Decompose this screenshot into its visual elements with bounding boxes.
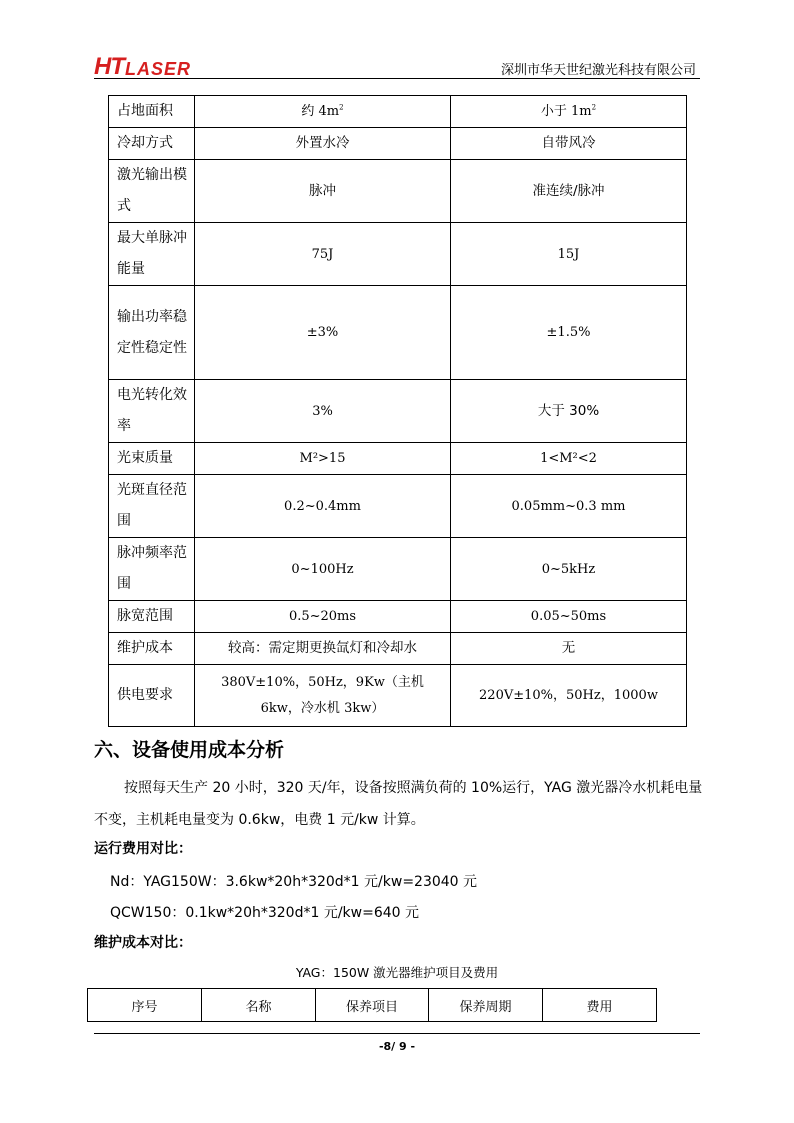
maintenance-table bbox=[87, 988, 657, 1022]
yag-value: M²>15 bbox=[195, 443, 451, 475]
page-number: -8/ 9 - bbox=[378, 1040, 416, 1053]
table-row bbox=[109, 665, 687, 727]
col-header: 序号 bbox=[88, 989, 202, 1022]
row-label: 冷却方式 bbox=[109, 128, 195, 160]
col-header: 保养项目 bbox=[316, 989, 429, 1022]
qcw-value: 0.05~50ms bbox=[451, 601, 687, 633]
qcw-value: 220V±10%，50Hz，1000w bbox=[451, 665, 687, 727]
table-row bbox=[109, 443, 687, 475]
table-row bbox=[109, 96, 687, 128]
yag-value: 3% bbox=[195, 380, 451, 443]
row-label: 占地面积 bbox=[109, 96, 195, 128]
row-label: 最大单脉冲能量 bbox=[109, 223, 195, 286]
header-divider bbox=[94, 78, 700, 79]
qcw-value: 15J bbox=[451, 223, 687, 286]
maint-cost-title: 维护成本对比： bbox=[94, 935, 192, 951]
logo-laser: LASER bbox=[125, 58, 192, 79]
col-header: 名称 bbox=[202, 989, 316, 1022]
yag-cost-calc: Nd：YAG150W：3.6kw*20h*320d*1 元/kw=23040 元 bbox=[110, 874, 478, 890]
yag-value: 脉冲 bbox=[195, 160, 451, 223]
qcw-value: 0.05mm~0.3 mm bbox=[451, 475, 687, 538]
table-row bbox=[109, 633, 687, 665]
qcw-value: 大于 30% bbox=[451, 380, 687, 443]
yag-value: 75J bbox=[195, 223, 451, 286]
qcw-value: 小于 $1m^2$ bbox=[451, 96, 687, 128]
table-row bbox=[109, 475, 687, 538]
row-label: 脉宽范围 bbox=[109, 601, 195, 633]
table-row bbox=[109, 601, 687, 633]
yag-value: 较高：需定期更换氙灯和冷却水 bbox=[195, 633, 451, 665]
qcw-value: 0~5kHz bbox=[451, 538, 687, 601]
table-row bbox=[109, 380, 687, 443]
row-label: 光斑直径范围 bbox=[109, 475, 195, 538]
spec-comparison-table bbox=[108, 95, 687, 727]
table-row bbox=[109, 538, 687, 601]
qcw-value: 无 bbox=[451, 633, 687, 665]
row-label: 供电要求 bbox=[109, 665, 195, 727]
page-header bbox=[94, 52, 700, 80]
row-label: 脉冲频率范围 bbox=[109, 538, 195, 601]
company-logo bbox=[94, 54, 191, 80]
yag-value: 0.2~0.4mm bbox=[195, 475, 451, 538]
qcw-value: ±1.5% bbox=[451, 286, 687, 380]
yag-value: 0~100Hz bbox=[195, 538, 451, 601]
row-label: 电光转化效率 bbox=[109, 380, 195, 443]
row-label: 激光输出模式 bbox=[109, 160, 195, 223]
table-row bbox=[109, 286, 687, 380]
yag-value: ±3% bbox=[195, 286, 451, 380]
qcw-cost-calc: QCW150：0.1kw*20h*320d*1 元/kw=640 元 bbox=[110, 905, 420, 921]
table-row bbox=[109, 223, 687, 286]
yag-value: 380V±10%，50Hz，9Kw（主机 6kw，冷水机 3kw） bbox=[195, 665, 451, 727]
yag-value: 约 $4m^2$ bbox=[195, 96, 451, 128]
qcw-value: 自带风冷 bbox=[451, 128, 687, 160]
col-header: 保养周期 bbox=[429, 989, 543, 1022]
cost-paragraph: 按照每天生产 20 小时，320 天/年，设备按照满负荷的 10%运行，YAG 激光器冷水机耗电量不变，主机耗电量变为 0.6kw，电费 1 元/kw 计算。 bbox=[94, 780, 703, 828]
table-header-row bbox=[88, 989, 657, 1022]
footer-divider bbox=[94, 1033, 700, 1034]
row-label: 输出功率稳定性稳定性 bbox=[109, 286, 195, 380]
row-label: 光束质量 bbox=[109, 443, 195, 475]
table-row bbox=[109, 128, 687, 160]
qcw-value: 准连续/脉冲 bbox=[451, 160, 687, 223]
row-label: 维护成本 bbox=[109, 633, 195, 665]
section-heading: 六、设备使用成本分析 bbox=[94, 739, 285, 761]
run-cost-title: 运行费用对比： bbox=[94, 841, 192, 857]
col-header: 费用 bbox=[543, 989, 657, 1022]
yag-value: 0.5~20ms bbox=[195, 601, 451, 633]
table-caption: YAG：150W 激光器维护项目及费用 bbox=[295, 965, 499, 980]
logo-ht: HT bbox=[94, 53, 124, 80]
qcw-value: 1<M²<2 bbox=[451, 443, 687, 475]
yag-value: 外置水冷 bbox=[195, 128, 451, 160]
table-row bbox=[109, 160, 687, 223]
company-name: 深圳市华天世纪激光科技有限公司 bbox=[500, 63, 696, 78]
